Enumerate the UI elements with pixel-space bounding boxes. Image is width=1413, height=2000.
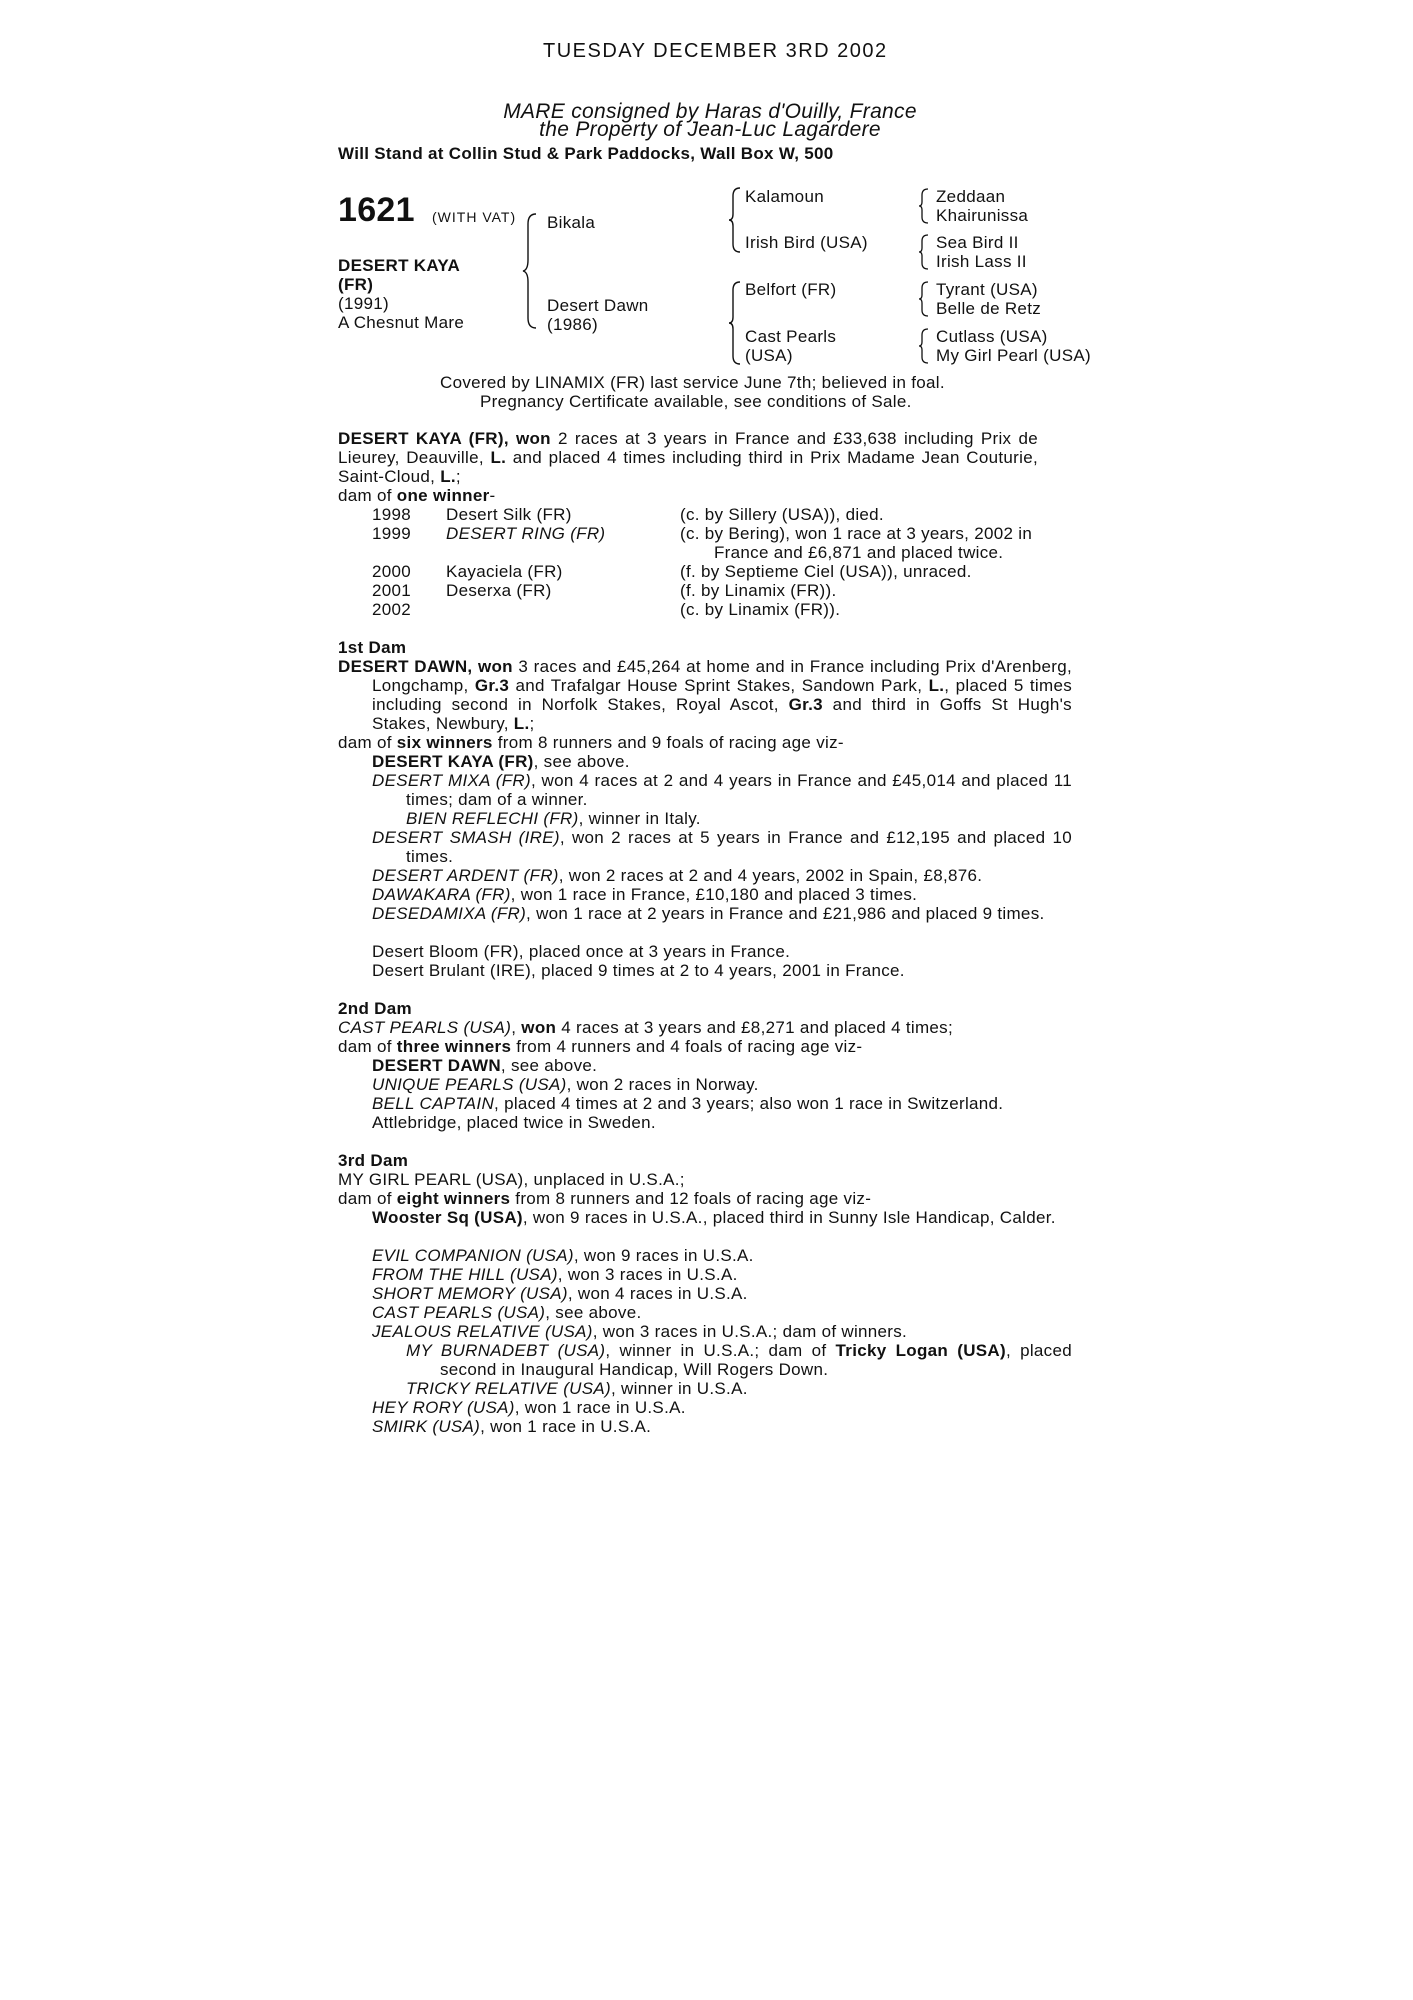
pedigree-brace-dd <box>918 327 930 365</box>
pedigree-dss: Tyrant (USA) <box>936 280 1038 299</box>
first-dam-entry: DAWAKARA (FR), won 1 race in France, £10,180 and placed 3 times. <box>372 885 918 904</box>
produce-info: (c. by Bering), won 1 race at 3 years, 2002 in <box>680 524 1033 543</box>
horse-description: A Chesnut Mare <box>338 313 465 332</box>
third-dam-heading: 3rd Dam <box>338 1151 409 1170</box>
pedigree-sss: Zeddaan <box>936 187 1006 206</box>
produce-year: 2000 <box>372 562 412 581</box>
third-dam-entry: SHORT MEMORY (USA), won 4 races in U.S.A. <box>372 1284 748 1303</box>
won-word: won <box>515 429 551 448</box>
second-dam-dam-of: dam of three winners from 4 runners and 4 foals of racing age viz- <box>338 1037 863 1056</box>
third-dam-entry: Wooster Sq (USA), won 9 races in U.S.A., placed third in Sunny Isle Handicap, Calder. <box>372 1208 1056 1227</box>
third-dam-entry-sub: TRICKY RELATIVE (USA), winner in U.S.A. <box>406 1379 748 1398</box>
pedigree-brace-dam <box>728 280 742 366</box>
first-dam-entry: Desert Brulant (IRE), placed 9 times at 2 to 4 years, 2001 in France. <box>372 961 905 980</box>
pedigree-sdd: Irish Lass II <box>936 252 1027 271</box>
horse-name: DESERT KAYA <box>338 256 461 275</box>
third-dam-entry-sub: MY BURNADEBT (USA), winner in U.S.A.; dam of Tricky Logan (USA), placed second in Inaugural Handicap, Will Rogers Down. <box>406 1341 1072 1379</box>
consignor-line: MARE consigned by Haras d'Ouilly, France <box>503 100 917 123</box>
second-dam-record: CAST PEARLS (USA), won 4 races at 3 years and £8,271 and placed 4 times; <box>338 1018 953 1037</box>
pedigree-ddd: My Girl Pearl (USA) <box>936 346 1091 365</box>
pedigree-sds: Sea Bird II <box>936 233 1019 252</box>
first-dam-dam-of: dam of six winners from 8 runners and 9 foals of racing age viz- <box>338 733 844 752</box>
third-dam-dam-of: dam of eight winners from 8 runners and 12 foals of racing age viz- <box>338 1189 872 1208</box>
first-dam-record: DESERT DAWN, won 3 races and £45,264 at home and in France including Prix d'Arenberg, Longchamp, Gr.3 and Trafalgar House Sprint Stakes, Sandown Park, L., placed 5 times including second in Norfolk Stakes, Royal Ascot, Gr.3 and third in Goffs St Hugh's Stakes, Newbury, L.; <box>338 657 1073 733</box>
pregnancy-note: Pregnancy Certificate available, see conditions of Sale. <box>480 392 912 411</box>
third-dam-entry: CAST PEARLS (USA), see above. <box>372 1303 642 1322</box>
pedigree-sire-dam: Irish Bird (USA) <box>745 233 868 252</box>
pedigree-brace-ds <box>918 280 930 318</box>
second-dam-entry: BELL CAPTAIN, placed 4 times at 2 and 3 years; also won 1 race in Switzerland. <box>372 1094 1004 1113</box>
first-dam-entry: DESERT MIXA (FR), won 4 races at 2 and 4 years in France and £45,014 and placed 11 times; dam of a winner. <box>372 771 1072 809</box>
pedigree-dam: Desert Dawn <box>547 296 649 315</box>
first-dam-entry-sub: BIEN REFLECHI (FR), winner in Italy. <box>406 809 701 828</box>
first-dam-heading: 1st Dam <box>338 638 407 657</box>
produce-year: 2001 <box>372 581 412 600</box>
stand-line: Will Stand at Collin Stud & Park Paddocks, Wall Box W, 500 <box>338 144 834 163</box>
produce-info: (c. by Sillery (USA)), died. <box>680 505 884 524</box>
second-dam-entry: UNIQUE PEARLS (USA), won 2 races in Norway. <box>372 1075 759 1094</box>
produce-name: DESERT RING (FR) <box>446 524 606 543</box>
pedigree-sire-sire: Kalamoun <box>745 187 824 206</box>
pedigree-dam-dam-suffix: (USA) <box>745 346 793 365</box>
produce-name: Kayaciela (FR) <box>446 562 563 581</box>
third-dam-entry: HEY RORY (USA), won 1 race in U.S.A. <box>372 1398 686 1417</box>
first-dam-entry: DESERT KAYA (FR), see above. <box>372 752 630 771</box>
mare-name: DESERT KAYA (FR) <box>338 429 504 448</box>
mare-record: DESERT KAYA (FR), won 2 races at 3 years in France and £33,638 including Prix de Lieurey, Deauville, L. and placed 4 times including third in Prix Madame Jean Couturie, Saint-Cloud, L.; <box>338 429 1038 486</box>
pedigree-brace-sd <box>918 233 930 271</box>
second-dam-entry: Attlebridge, placed twice in Sweden. <box>372 1113 656 1132</box>
pedigree-brace-ss <box>918 187 930 225</box>
produce-name: Deserxa (FR) <box>446 581 552 600</box>
horse-year: (1991) <box>338 294 389 313</box>
third-dam-entry: JEALOUS RELATIVE (USA), won 3 races in U.S.A.; dam of winners. <box>372 1322 908 1341</box>
third-dam-record: MY GIRL PEARL (USA), unplaced in U.S.A.; <box>338 1170 685 1189</box>
vat-note: (WITH VAT) <box>432 209 517 225</box>
covering-note: Covered by LINAMIX (FR) last service June 7th; believed in foal. <box>440 373 945 392</box>
first-dam-entry: DESERT SMASH (IRE), won 2 races at 5 years in France and £12,195 and placed 10 times. <box>372 828 1072 866</box>
owner-line: the Property of Jean-Luc Lagardere <box>539 118 881 141</box>
pedigree-dam-sire: Belfort (FR) <box>745 280 837 299</box>
produce-year: 1998 <box>372 505 412 524</box>
sale-date: TUESDAY DECEMBER 3RD 2002 <box>543 40 888 62</box>
produce-info-cont: France and £6,871 and placed twice. <box>714 543 1004 562</box>
pedigree-dam-year: (1986) <box>547 315 598 334</box>
second-dam-heading: 2nd Dam <box>338 999 412 1018</box>
first-dam-entry: Desert Bloom (FR), placed once at 3 years in France. <box>372 942 791 961</box>
third-dam-entry: EVIL COMPANION (USA), won 9 races in U.S.A. <box>372 1246 754 1265</box>
mare-dam-of: dam of one winner- <box>338 486 496 505</box>
first-dam-entry: DESEDAMIXA (FR), won 1 race at 2 years in France and £21,986 and placed 9 times. <box>372 904 1045 923</box>
lot-number: 1621 <box>338 191 415 229</box>
pedigree-dsd: Belle de Retz <box>936 299 1042 318</box>
horse-name-suffix: (FR) <box>338 275 374 294</box>
second-dam-entry: DESERT DAWN, see above. <box>372 1056 598 1075</box>
pedigree-brace-sire <box>728 186 742 254</box>
produce-info: (c. by Linamix (FR)). <box>680 600 841 619</box>
third-dam-entry: SMIRK (USA), won 1 race in U.S.A. <box>372 1417 652 1436</box>
produce-info: (f. by Linamix (FR)). <box>680 581 837 600</box>
produce-year: 1999 <box>372 524 412 543</box>
pedigree-brace-main <box>522 212 538 330</box>
produce-info: (f. by Septieme Ciel (USA)), unraced. <box>680 562 972 581</box>
pedigree-sire: Bikala <box>547 213 596 232</box>
pedigree-dds: Cutlass (USA) <box>936 327 1048 346</box>
produce-name: Desert Silk (FR) <box>446 505 572 524</box>
pedigree-dam-dam: Cast Pearls <box>745 327 837 346</box>
third-dam-entry: FROM THE HILL (USA), won 3 races in U.S.A. <box>372 1265 738 1284</box>
pedigree-ssd: Khairunissa <box>936 206 1029 225</box>
first-dam-entry: DESERT ARDENT (FR), won 2 races at 2 and 4 years, 2002 in Spain, £8,876. <box>372 866 983 885</box>
produce-year: 2002 <box>372 600 412 619</box>
